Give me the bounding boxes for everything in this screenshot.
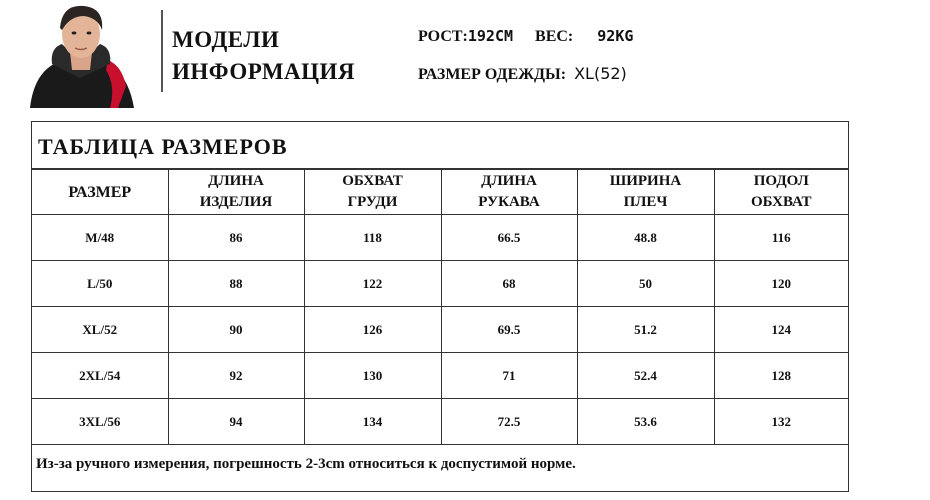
column-header-length: ДЛИНА ИЗДЕЛИЯ (168, 170, 304, 215)
column-header-size: РАЗМЕР (32, 170, 168, 215)
header-divider (161, 10, 163, 92)
clothes-size-info (418, 64, 627, 84)
table-cell: 86 (168, 215, 304, 261)
model-stats (418, 27, 651, 46)
table-cell: 53.6 (577, 399, 714, 445)
table-cell: 71 (441, 353, 577, 399)
measurement-footnote: Из-за ручного измерения, погрешность 2-3cm относиться к доспустимой норме. (36, 456, 576, 472)
model-info-title (172, 24, 355, 88)
table-cell: 68 (441, 261, 577, 307)
clothes-size-value: XL(52) (574, 64, 627, 83)
weight-value: 92KG (597, 27, 634, 45)
table-cell: 124 (714, 307, 848, 353)
column-header-shoulder: ШИРИНА ПЛЕЧ (577, 170, 714, 215)
table-cell: 52.4 (577, 353, 714, 399)
table-cell: 118 (304, 215, 441, 261)
column-header-chest: ОБХВАТ ГРУДИ (304, 170, 441, 215)
table-cell: L/50 (32, 261, 168, 307)
table-cell: 122 (304, 261, 441, 307)
table-cell: 88 (168, 261, 304, 307)
table-cell: 120 (714, 261, 848, 307)
size-chart (31, 121, 849, 492)
height-info (418, 28, 513, 45)
table-cell: XL/52 (32, 307, 168, 353)
table-cell: 50 (577, 261, 714, 307)
table-cell: 2XL/54 (32, 353, 168, 399)
table-cell: 130 (304, 353, 441, 399)
clothes-size-label: РАЗМЕР ОДЕЖДЫ: (418, 66, 567, 83)
model-avatar-icon (22, 0, 140, 108)
weight-label: BEC: (535, 28, 574, 45)
weight-info (535, 28, 633, 45)
model-title-line1: МОДЕЛИ (172, 27, 280, 52)
column-header-sleeve: ДЛИНА РУКАВА (441, 170, 577, 215)
size-table (32, 169, 848, 445)
table-cell: 69.5 (441, 307, 577, 353)
table-cell: M/48 (32, 215, 168, 261)
table-cell: 128 (714, 353, 848, 399)
height-value: 192CM (467, 27, 514, 45)
table-cell: 72.5 (441, 399, 577, 445)
table-cell: 126 (304, 307, 441, 353)
table-cell: 48.8 (577, 215, 714, 261)
table-cell: 134 (304, 399, 441, 445)
column-header-hem: ПОДОЛ ОБХВАТ (714, 170, 848, 215)
table-row (32, 307, 848, 353)
table-row (32, 399, 848, 445)
size-chart-title: ТАБЛИЦА РАЗМЕРОВ (32, 122, 848, 169)
table-cell: 116 (714, 215, 848, 261)
model-title-line2: ИНФОРМАЦИЯ (172, 59, 356, 84)
table-cell: 94 (168, 399, 304, 445)
table-cell: 66.5 (441, 215, 577, 261)
height-label: РОСТ: (418, 28, 468, 45)
table-header-row (32, 170, 848, 215)
table-cell: 132 (714, 399, 848, 445)
table-cell: 3XL/56 (32, 399, 168, 445)
table-row (32, 215, 848, 261)
table-row (32, 353, 848, 399)
table-cell: 92 (168, 353, 304, 399)
table-cell: 51.2 (577, 307, 714, 353)
table-row (32, 261, 848, 307)
table-cell: 90 (168, 307, 304, 353)
